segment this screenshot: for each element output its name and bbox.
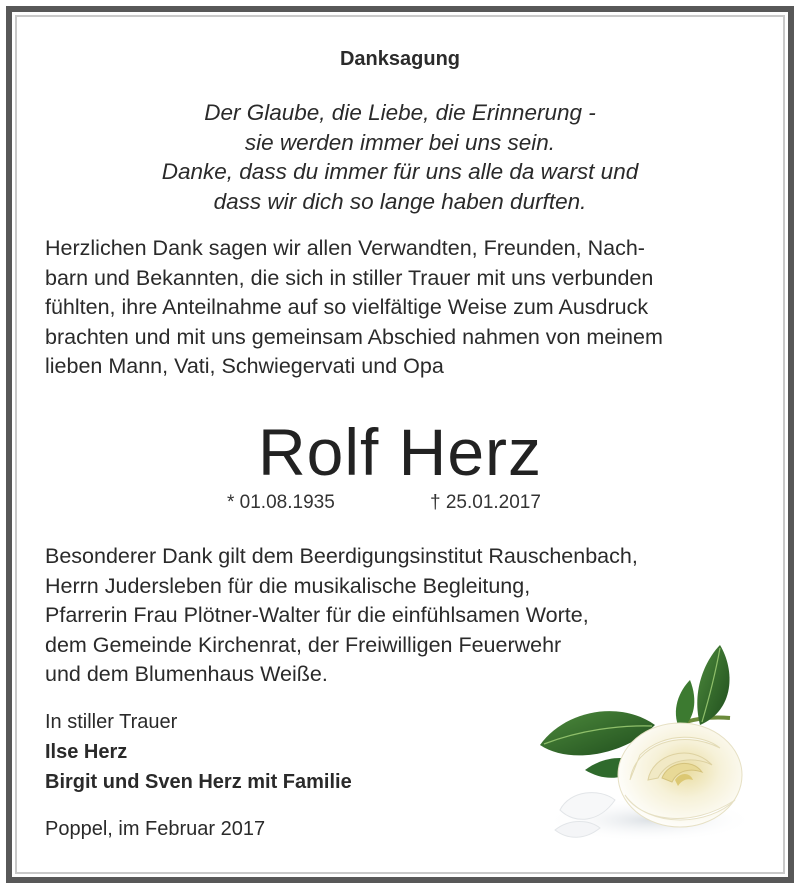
death-date: † 25.01.2017 bbox=[430, 492, 541, 513]
verse-line: sie werden immer bei uns sein. bbox=[244, 129, 556, 155]
deceased-name: Rolf Herz bbox=[257, 415, 543, 489]
paragraph-line: dem Gemeinde Kirchenrat, der Freiwilligen Feuerwehr bbox=[45, 632, 562, 657]
signature-name: Ilse Herz bbox=[45, 741, 128, 763]
thanks-paragraph bbox=[45, 234, 663, 382]
verse-line: dass wir dich so lange haben durften. bbox=[213, 188, 587, 214]
birth-date: * 01.08.1935 bbox=[227, 492, 335, 513]
verse-block bbox=[0, 98, 800, 216]
paragraph-line: und dem Blumenhaus Weiße. bbox=[45, 662, 328, 686]
paragraph-line: Herzlichen Dank sagen wir allen Verwandten, Freunden, Nach- bbox=[45, 236, 645, 260]
paragraph-line: Herrn Judersleben für die musikalische Begleitung, bbox=[45, 573, 531, 598]
signature-intro: In stiller Trauer bbox=[45, 711, 178, 733]
white-rose-icon bbox=[530, 630, 760, 850]
verse-line: Der Glaube, die Liebe, die Erinnerung - bbox=[204, 100, 596, 125]
paragraph-line: barn und Bekannten, die sich in stiller Trauer mit uns verbunden bbox=[45, 265, 654, 290]
place-date: Poppel, im Februar 2017 bbox=[45, 818, 266, 840]
paragraph-line: brachten und mit uns gemeinsam Abschied nahmen von meinem bbox=[45, 324, 663, 349]
signature-block bbox=[45, 707, 352, 797]
notice-heading: Danksagung bbox=[339, 48, 461, 70]
paragraph-line: Besonderer Dank gilt dem Beerdigungsinstitut Rauschenbach, bbox=[45, 544, 638, 568]
verse-line: Danke, dass du immer für uns alle da warst und bbox=[161, 159, 639, 184]
paragraph-line: Pfarrerin Frau Plötner-Walter für die einfühlsamen Worte, bbox=[45, 603, 589, 627]
signature-family: Birgit und Sven Herz mit Familie bbox=[45, 771, 352, 793]
paragraph-line: fühlten, ihre Anteilnahme auf so vielfältige Weise zum Ausdruck bbox=[45, 295, 649, 319]
paragraph-line: lieben Mann, Vati, Schwiegervati und Opa bbox=[45, 354, 444, 378]
